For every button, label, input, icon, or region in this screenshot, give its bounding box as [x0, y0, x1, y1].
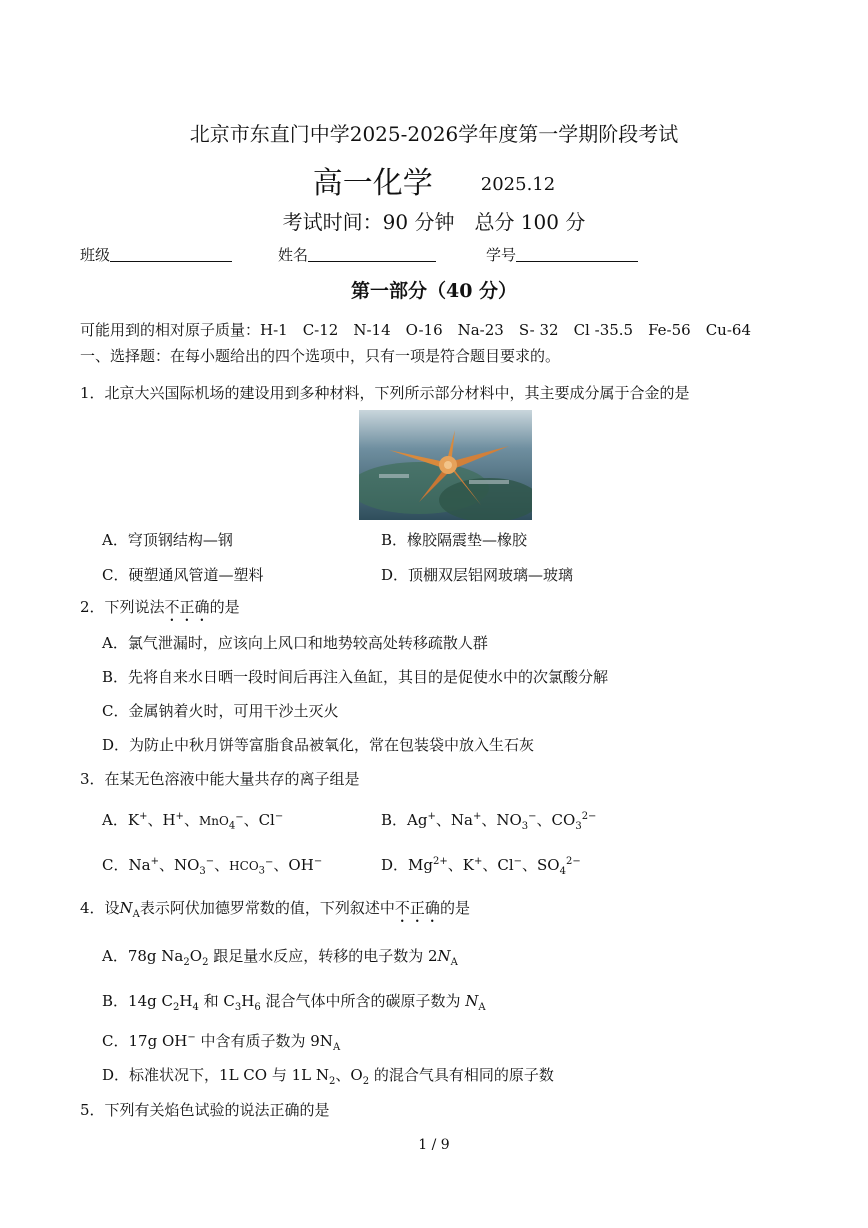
q3-stem: 3．在某无色溶液中能大量共存的离子组是 [80, 770, 360, 788]
q4-option-b: B．14g $C_2H_4$ 和 $C_3H_6$ 混合气体中所含的碳原子数为 $N_A$ [102, 992, 486, 1013]
q4-option-d: D．标准状况下，1L CO 与 1L $N_2$、$O_2$ 的混合气具有相同的原子数 [102, 1066, 554, 1087]
q4-stem: 4．设$N_A$表示阿伏加德罗常数的值，下列叙述中不正确的是 [80, 899, 470, 920]
q2-option-c: C．金属钠着火时，可用干沙土灭火 [102, 702, 339, 720]
q1-option-d: D．顶棚双层铝网玻璃—玻璃 [381, 566, 574, 584]
exam-time: 考试时间：90 分钟 总分 100 分 [282, 210, 586, 234]
q2-option-a: A．氯气泄漏时，应该向上风口和地势较高处转移疏散人群 [102, 634, 488, 652]
q2-stem: 2．下列说法不正确的是 [80, 598, 240, 616]
q3-option-b: B．Ag+、Na+、$NO_3^-$、$CO_3^{2-}$ [381, 811, 597, 832]
q3-option-d: D．$Mg^{2+}$、K+、Cl−、$SO_4^{2-}$ [381, 856, 581, 877]
class-blank [110, 247, 232, 262]
q4-option-c: C．17g OH− 中含有质子数为 $9N_A$ [102, 1032, 341, 1053]
q2-emphasis: 不正确 [164, 598, 210, 616]
q1-stem: 1．北京大兴国际机场的建设用到多种材料，下列所示部分材料中，其主要成分属于合金的是 [80, 384, 690, 402]
exam-date: 2025.12 [480, 174, 556, 195]
class-label: 班级 [80, 246, 111, 264]
q1-option-c: C．硬塑通风管道—塑料 [102, 566, 264, 584]
q5-stem: 5．下列有关焰色试验的说法正确的是 [80, 1101, 330, 1119]
exam-title: 北京市东直门中学2025-2026学年度第一学期阶段考试 [189, 122, 679, 146]
q4-option-a: A．78g $Na_2O_2$ 跟足量水反应，转移的电子数为 $2N_A$ [102, 947, 458, 968]
airport-photo [359, 410, 532, 520]
subject-title: 高一化学 [312, 166, 433, 201]
instructions: 一、选择题：在每小题给出的四个选项中，只有一项是符合题目要求的。 [80, 347, 561, 365]
subject-line [0, 158, 868, 202]
name-field [278, 244, 436, 265]
q3-option-c: C．Na+、$NO_3^-$、$HCO_3^-$、OH− [102, 856, 323, 877]
page-number: 1 / 9 [418, 1137, 450, 1153]
id-field [486, 244, 638, 265]
q2-option-b: B．先将自来水日晒一段时间后再注入鱼缸，其目的是促使水中的次氯酸分解 [102, 668, 609, 686]
q4-emphasis: 不正确 [394, 899, 440, 917]
id-label: 学号 [486, 246, 517, 264]
section-title: 第一部分（40 分） [350, 280, 518, 302]
atomic-masses: 可能用到的相对原子质量：H-1 C-12 N-14 O-16 Na-23 S- 32 Cl -35.5 Fe-56 Cu-64 [80, 321, 752, 339]
q2-option-d: D．为防止中秋月饼等富脂食品被氧化，常在包装袋中放入生石灰 [102, 736, 535, 754]
name-label: 姓名 [278, 246, 309, 264]
class-field [80, 244, 232, 265]
q1-option-b: B．橡胶隔震垫—橡胶 [381, 531, 528, 549]
id-blank [516, 247, 638, 262]
name-blank [308, 247, 436, 262]
q1-option-a: A．穹顶钢结构—钢 [102, 531, 233, 549]
q3-option-a: A．K+、H+、MnO$_4$−、Cl− [102, 811, 284, 832]
